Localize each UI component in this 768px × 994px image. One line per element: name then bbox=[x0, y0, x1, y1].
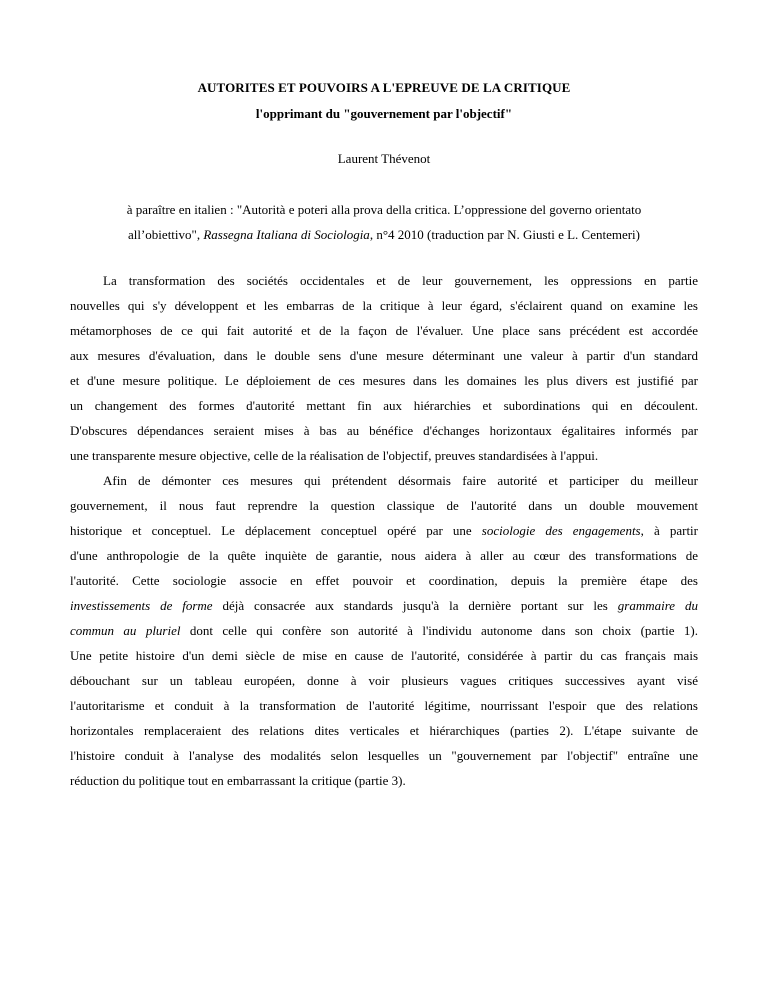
paragraph-2-line: réduction du politique tout en embarrassant la critique (partie 3). bbox=[70, 773, 406, 788]
italic-term-commun-au-pluriel: commun au pluriel bbox=[70, 623, 181, 638]
italic-term-grammaire-du: grammaire du bbox=[617, 598, 698, 613]
paragraph-2-line: Afin de démonter ces mesures qui prétendent désormais faire autorité et participer du meilleur bbox=[103, 473, 698, 488]
paragraph-2-line: débouchant sur un tableau européen, donne à voir plusieurs vagues critiques successives ayant visé bbox=[70, 673, 698, 688]
journal-name: Rassegna Italiana di Sociologia bbox=[203, 227, 370, 242]
paragraph-2-line: d'une anthropologie de la quête inquiète de garantie, nous aidera à aller au cœur des transformations de bbox=[70, 548, 698, 563]
paragraph-1-line: D'obscures dépendances seraient mises à bas au bénéfice d'échanges horizontaux égalitaires informés par bbox=[70, 423, 698, 438]
italic-term-sociologie-des-engagements: sociologie des engagements bbox=[481, 523, 641, 538]
paragraph-1-line: aux mesures d'évaluation, dans le double sens d'une mesure déterminant une valeur à partir d'un standard bbox=[70, 348, 698, 363]
publication-note bbox=[70, 197, 698, 247]
paragraph-2-line bbox=[70, 593, 698, 618]
publication-line-2-after: , n°4 2010 (traduction par N. Giusti e L. Centemeri) bbox=[369, 227, 641, 242]
document-title: AUTORITES ET POUVOIRS A L'EPREUVE DE LA CRITIQUE bbox=[197, 80, 571, 95]
paragraph-2-line: l'autoritarisme et conduit à la transformation de l'autorité légitime, nourrissant l'espoir que des relations bbox=[70, 698, 698, 713]
author-name: Laurent Thévenot bbox=[337, 151, 431, 166]
body-text bbox=[70, 268, 698, 793]
paragraph-2-line: horizontales remplaceraient des relations dites verticales et hiérarchiques (parties 2). L'étape suivante de bbox=[70, 723, 698, 738]
paragraph-2-line: l'autorité. Cette sociologie associe en effet pouvoir et coordination, depuis la première étape des bbox=[70, 573, 698, 588]
paragraph-2-line-6-mid: déjà consacrée aux standards jusqu'à la dernière portant sur les bbox=[212, 598, 618, 613]
document-subtitle: l'opprimant du "gouvernement par l'objectif" bbox=[255, 106, 513, 121]
paragraph-1-line: et d'une mesure politique. Le déploiement de ces mesures dans les domaines les plus divers est justifié par bbox=[70, 373, 698, 388]
paragraph-2-line-3-after: , à partir bbox=[640, 523, 698, 538]
paragraph-2-line: l'histoire conduit à l'analyse des modalités selon lesquelles un "gouvernement par l'objectif" entraîne une bbox=[70, 748, 698, 763]
paragraph-2-line bbox=[70, 618, 698, 643]
publication-line-2-before: all’obiettivo", bbox=[127, 227, 204, 242]
paragraph-1-line: nouvelles qui s'y développent et les embarras de la critique à leur égard, s'éclairent quand on examine les bbox=[70, 298, 698, 313]
paragraph-1-line: une transparente mesure objective, celle de la réalisation de l'objectif, preuves standardisées à l'appui. bbox=[70, 448, 599, 463]
paragraph-1 bbox=[70, 268, 698, 468]
paragraph-1-line: La transformation des sociétés occidentales et de leur gouvernement, les oppressions en partie bbox=[103, 273, 698, 288]
italic-term-investissements-de-forme: investissements de forme bbox=[70, 598, 213, 613]
paragraph-2-line bbox=[70, 518, 698, 543]
publication-line-2 bbox=[70, 222, 698, 247]
paragraph-1-line: métamorphoses de ce qui fait autorité et de la façon de l'évaluer. Une place sans précédent est accordée bbox=[70, 323, 698, 338]
paragraph-2-line: gouvernement, il nous faut reprendre la question classique de l'autorité dans un double mouvement bbox=[70, 498, 698, 513]
paragraph-1-line: un changement des formes d'autorité mettant fin aux hiérarchies et subordinations qui en découlent. bbox=[70, 398, 698, 413]
paragraph-2-line-7-after: dont celle qui confère son autorité à l'individu autonome dans son choix (partie 1). bbox=[180, 623, 698, 638]
paragraph-2-line-3-before: historique et conceptuel. Le déplacement conceptuel opéré par une bbox=[70, 523, 482, 538]
paragraph-2-line: Une petite histoire d'un demi siècle de mise en cause de l'autorité, considérée à partir du cas français mais bbox=[70, 648, 698, 663]
paragraph-2 bbox=[70, 468, 698, 793]
publication-line-1: à paraître en italien : "Autorità e poteri alla prova della critica. L’oppressione del governo orientato bbox=[126, 202, 642, 217]
